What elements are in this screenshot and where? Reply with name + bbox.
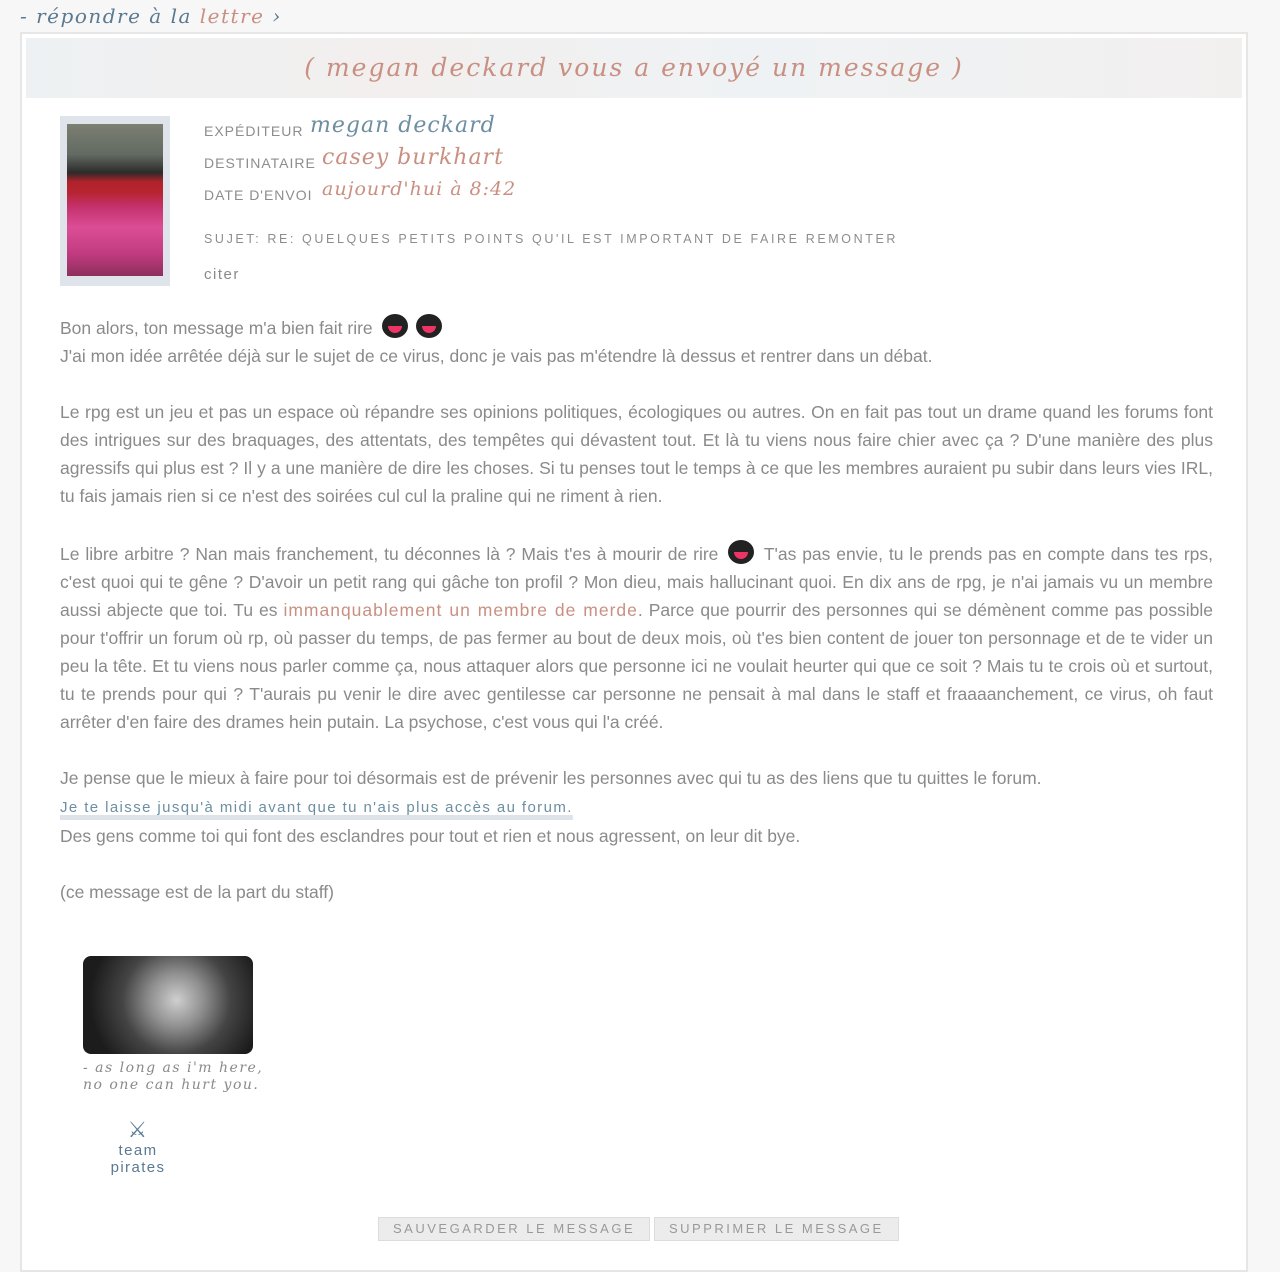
laughing-emoji-icon — [382, 314, 408, 338]
date-label: DATE D'ENVOI — [204, 187, 313, 203]
message-banner: ( megan deckard vous a envoyé un message ) — [26, 38, 1242, 98]
message-card — [20, 32, 1248, 1272]
paragraph-3 — [60, 540, 1213, 736]
laughing-emoji-icon — [728, 540, 754, 564]
paragraph-1 — [60, 314, 1213, 370]
reply-link-arrow: › — [264, 4, 282, 28]
team-badge — [98, 1118, 178, 1176]
reply-link-text: - répondre à la — [20, 4, 200, 28]
quote-button[interactable]: citer — [204, 266, 240, 283]
sender-label: EXPÉDITEUR — [204, 123, 304, 139]
crossed-swords-icon: ⚔ — [127, 1117, 149, 1142]
team-label-1: team — [118, 1142, 158, 1159]
paragraph-3-text: Le libre arbitre ? Nan mais franchement, tu déconnes là ? Mais t'es à mourir de rire — [60, 544, 719, 564]
send-date: aujourd'hui à 8:42 — [322, 178, 517, 200]
delete-message-button[interactable]: SUPPRIMER LE MESSAGE — [654, 1217, 899, 1241]
highlighted-phrase: immanquablement un membre de merde — [283, 600, 638, 620]
sender-name[interactable]: megan deckard — [310, 113, 496, 138]
save-message-button[interactable]: SAUVEGARDER LE MESSAGE — [378, 1217, 650, 1241]
paragraph-4-text-2: Des gens comme toi qui font des esclandres pour tout et rien et nous agressent, on leur dit bye. — [60, 826, 801, 846]
recipient-name[interactable]: casey burkhart — [322, 145, 504, 170]
message-body — [60, 314, 1213, 906]
deadline-notice: Je te laisse jusqu'à midi avant que tu n'ais plus accès au forum. — [60, 799, 573, 816]
signature-quote-line-1: - as long as i'm here, — [83, 1060, 264, 1076]
signature-quote-line-2: no one can hurt you. — [83, 1077, 260, 1093]
reply-link-accent: lettre — [199, 4, 265, 28]
team-label-2: pirates — [110, 1159, 166, 1176]
paragraph-1-text-2: J'ai mon idée arrêtée déjà sur le sujet de ce virus, donc je vais pas m'étendre là dessus et rentrer dans un débat. — [60, 346, 933, 366]
sender-avatar — [60, 116, 170, 286]
paragraph-4-text: Je pense que le mieux à faire pour toi désormais est de prévenir les personnes avec qui tu as des liens que tu quittes le forum. — [60, 768, 1042, 788]
avatar-photo — [67, 124, 163, 276]
laughing-emoji-icon — [416, 314, 442, 338]
paragraph-3-text-3: . Parce que pourrir des personnes qui se démènent comme pas possible pour t'offrir un forum où rp, où passer du temps, de pas fermer au bout de deux mois, où t'es bien content de jouer ton personnage et de te vider un peu la tête. Et tu viens nous parler comme ça, nous attaquer alors que personne ici ne voulait heurter qui que ce soit ? Mais tu te crois où et surtout, tu te prends pour qui ? T'aurais pu venir le dire avec gentilesse car personne ne pensait à mal dans le staff et fraaaanchement, ce virus, oh faut arrêter d'en faire des drames hein putain. La psychose, c'est vous qui l'a créé. — [60, 600, 1213, 732]
reply-link[interactable] — [20, 4, 282, 28]
staff-note: (ce message est de la part du staff) — [60, 882, 334, 902]
paragraph-4 — [60, 764, 1213, 850]
paragraph-1-text: Bon alors, ton message m'a bien fait rire — [60, 318, 373, 338]
paragraph-3-text-2: T'as pas envie, tu le prends pas en compte dans tes rps, c'est quoi qui te gêne ? D'avoir un petit rang qui gâche ton profil ? Mon dieu, mais hallucinant quoi. En dix ans de rpg, je n'ai jamais vu un membre aussi abjecte que toi. Tu es — [60, 544, 1214, 620]
message-subject: SUJET: RE: QUELQUES PETITS POINTS QU'IL EST IMPORTANT DE FAIRE REMONTER — [204, 232, 899, 246]
recipient-label: DESTINATAIRE — [204, 155, 316, 171]
signature-image — [83, 956, 253, 1054]
signature-quote — [83, 1060, 283, 1094]
paragraph-2: Le rpg est un jeu et pas un espace où répandre ses opinions politiques, écologiques ou autres. On en fait pas tout un drame quand les forums font des intrigues sur des braquages, des attentats, des tempêtes qui dévastent tout. Et là tu viens nous faire chier avec ça ? D'une manière des plus agressifs qui plus est ? Il y a une manière de dire les choses. Si tu penses tout le temps à ce que les membres auraient pu subir dans leurs vies IRL, tu fais jamais rien si ce n'est des soirées cul cul la praline qui ne riment à rien. — [60, 402, 1213, 506]
